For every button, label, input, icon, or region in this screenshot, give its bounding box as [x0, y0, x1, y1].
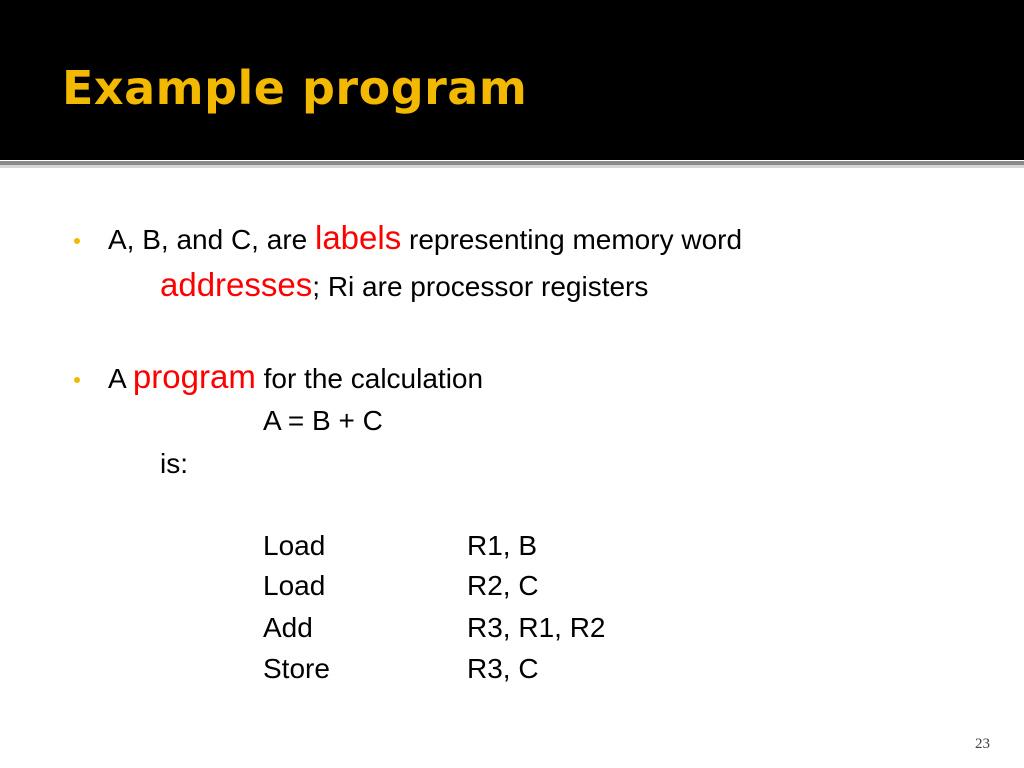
bullet-marker-1 [74, 238, 80, 244]
program-op-3: Add [263, 612, 313, 643]
bullet-1-line-2 [160, 267, 648, 305]
program-emphasis: program [132, 358, 256, 395]
page-number: 23 [975, 736, 990, 752]
bullet-1-line-1 [108, 220, 742, 258]
addresses-emphasis: addresses [160, 266, 313, 303]
bullet-1-text-mid: representing memory word [401, 224, 743, 255]
program-args-4: R3, C [467, 653, 539, 684]
bullet-1-text-pre: A, B, and C, are [108, 224, 315, 255]
equation: A = B + C [263, 405, 383, 436]
is-label: is: [160, 448, 188, 479]
program-args-2: R2, C [467, 570, 539, 601]
bullet-1-text-post: ; Ri are processor registers [312, 271, 649, 302]
title-band [0, 0, 1024, 160]
program-op-1: Load [263, 530, 326, 561]
bullet-2-line-1 [108, 359, 483, 397]
program-args-1: R1, B [467, 530, 538, 561]
bullet-2-text-post: for the calculation [255, 363, 484, 394]
program-op-4: Store [263, 653, 330, 684]
program-args-3: R3, R1, R2 [467, 612, 606, 643]
program-op-2: Load [263, 570, 326, 601]
bullet-marker-2 [74, 377, 80, 383]
bullet-2-text-pre: A [108, 363, 133, 394]
title-divider-shadow [0, 165, 1024, 168]
labels-emphasis: labels [315, 219, 402, 256]
slide-title: Example program [62, 61, 528, 115]
